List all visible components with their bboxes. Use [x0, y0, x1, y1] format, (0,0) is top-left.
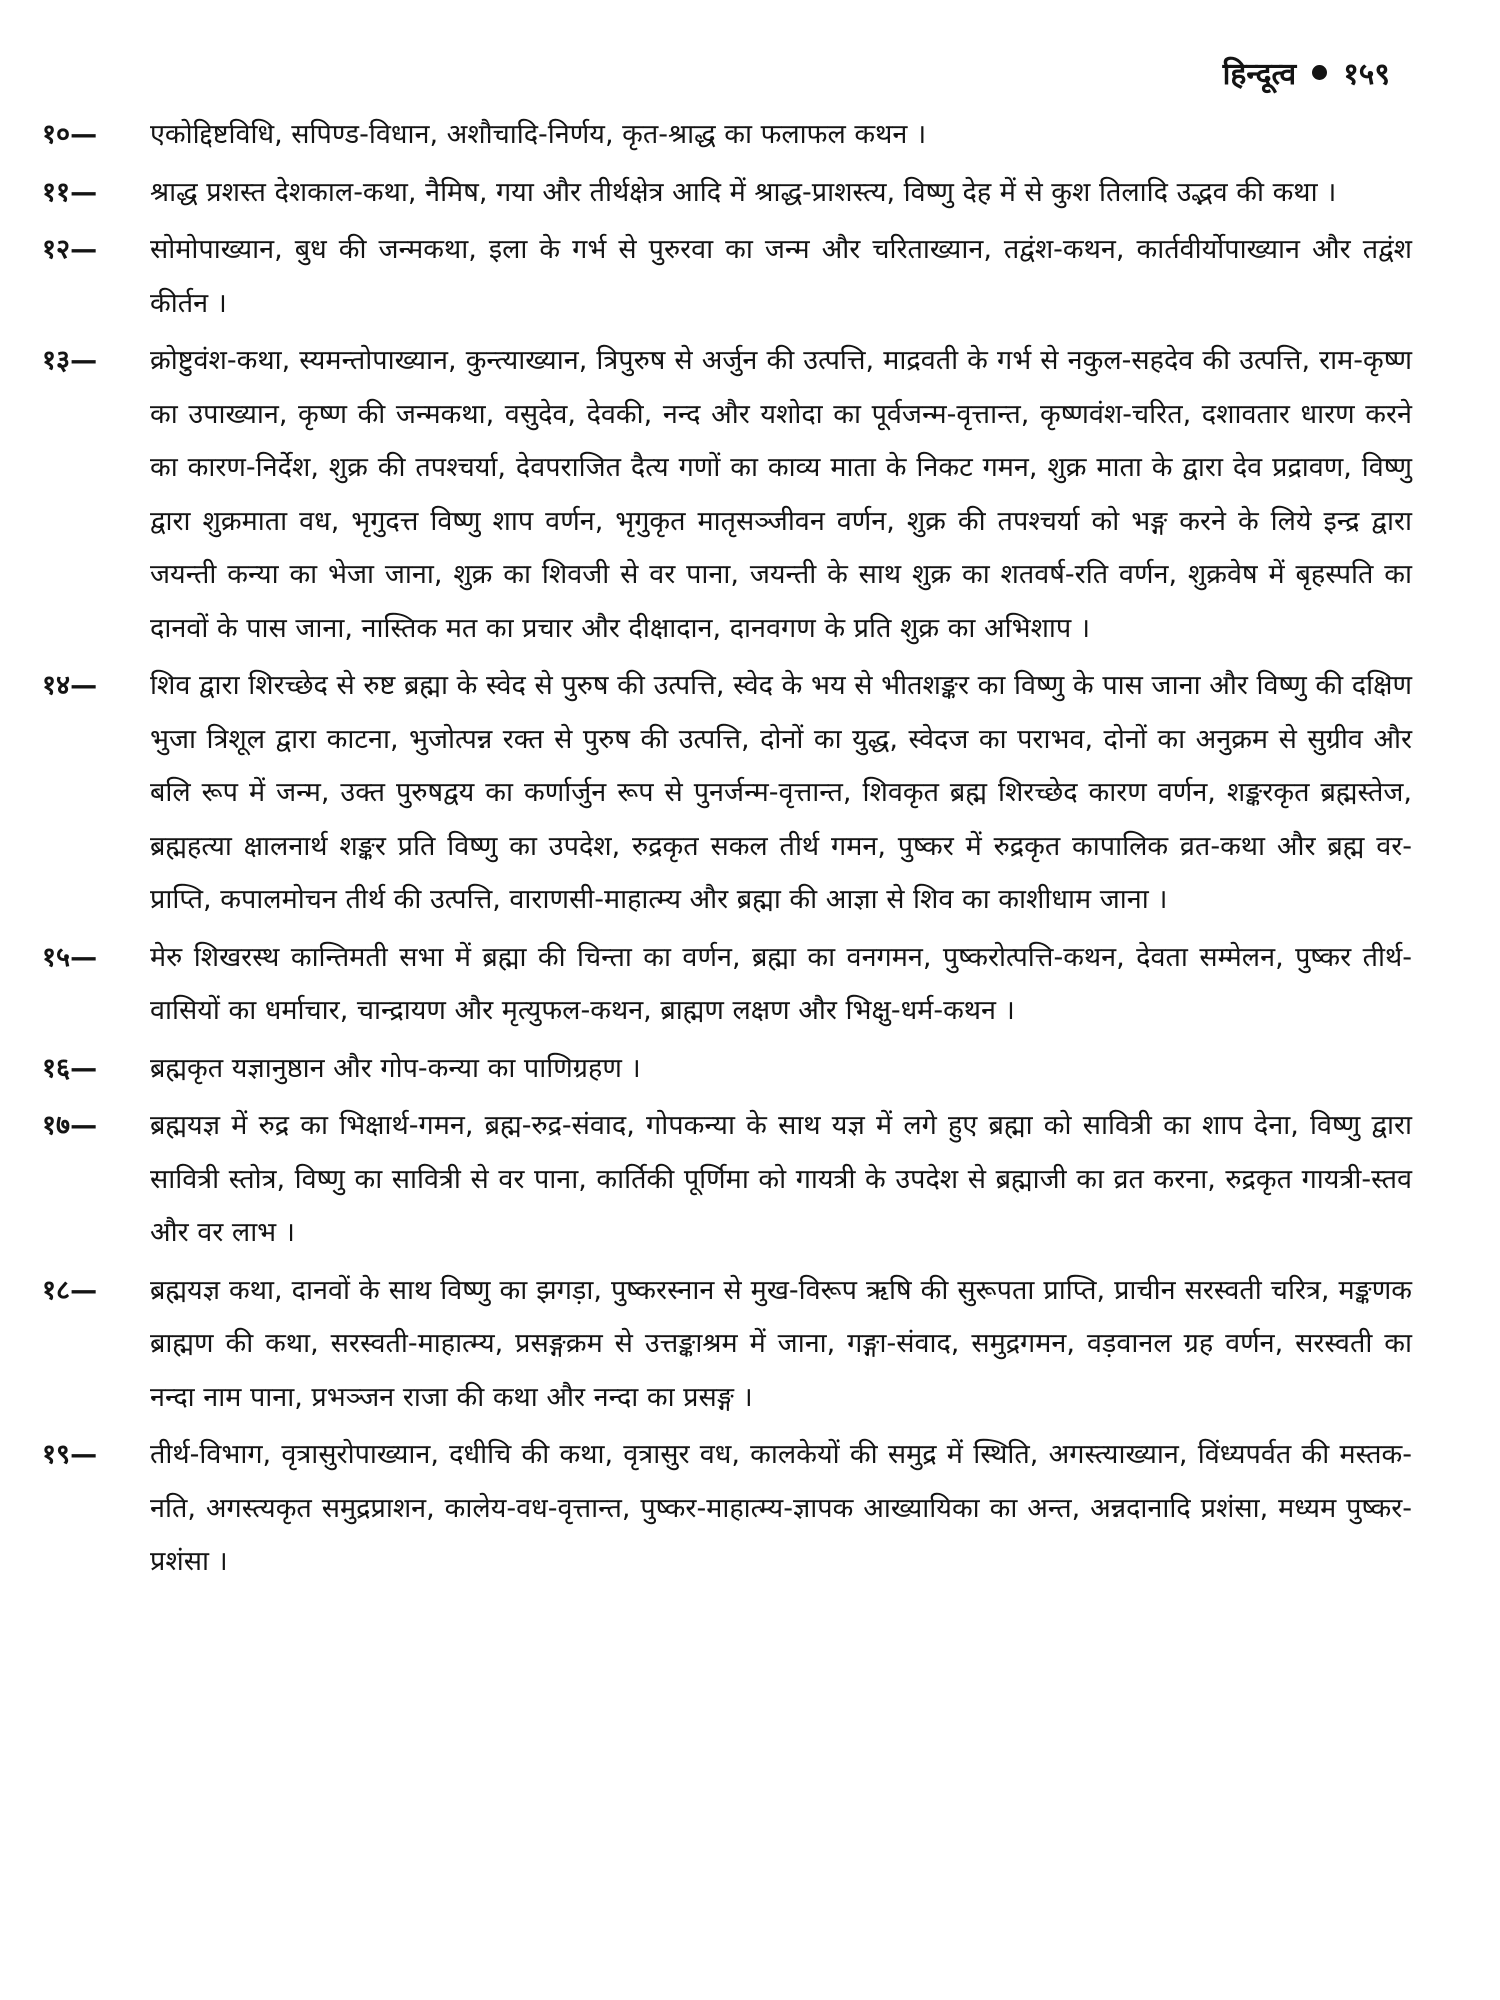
list-item [42, 108, 1412, 162]
entry-number: १४— [42, 670, 98, 701]
entry-text: तीर्थ-विभाग, वृत्रासुरोपाख्यान, दधीचि की कथा, वृत्रासुर वध, कालकेयों की समुद्र में स्थिति, अगस्त्याख्यान, विंध्यपर्वत की मस्तक-नति, अगस्त्यकृत समुद्रप्राशन, कालेय-वध-वृत्तान्त, पुष्कर-माहात्म्य-ज्ञापक आख्यायिका का अन्त, अन्नदानादि प्रशंसा, मध्यम पुष्कर-प्रशंसा । [150, 1439, 1412, 1577]
entry-number: १३— [42, 345, 98, 376]
list-item [42, 1264, 1412, 1425]
entry-number: १७— [42, 1110, 98, 1141]
list-item [42, 1042, 1412, 1096]
entry-text: श्राद्ध प्रशस्त देशकाल-कथा, नैमिष, गया और तीर्थक्षेत्र आदि में श्राद्ध-प्राशस्त्य, विष्णु देह में से कुश तिलादि उद्भव की कथा । [150, 176, 1337, 208]
list-item [42, 931, 1412, 1038]
page-number: १५९ [1343, 57, 1390, 92]
list-item [42, 659, 1412, 927]
entry-text: मेरु शिखरस्थ कान्तिमती सभा में ब्रह्मा की चिन्ता का वर्णन, ब्रह्मा का वनगमन, पुष्करोत्पत्ति-कथन, देवता सम्मेलन, पुष्कर तीर्थ-वासियों का धर्माचार, चान्द्रायण और मृत्युफल-कथन, ब्राह्मण लक्षण और भिक्षु-धर्म-कथन । [150, 941, 1412, 1026]
entry-text: ब्रह्मयज्ञ में रुद्र का भिक्षार्थ-गमन, ब्रह्म-रुद्र-संवाद, गोपकन्या के साथ यज्ञ में लगे हुए ब्रह्मा को सावित्री का शाप देना, विष्णु द्वारा सावित्री स्तोत्र, विष्णु का सावित्री से वर पाना, कार्तिकी पूर्णिमा को गायत्री के उपदेश से ब्रह्माजी का व्रत करना, रुद्रकृत गायत्री-स्तव और वर लाभ । [150, 1110, 1412, 1248]
entry-number: १५— [42, 941, 98, 973]
page-header [1223, 52, 1390, 93]
running-title: हिन्दूत्व [1222, 57, 1297, 92]
entry-number: १२— [42, 234, 98, 265]
entry-text: एकोद्दिष्टविधि, सपिण्ड-विधान, अशौचादि-निर्णय, कृत-श्राद्ध का फलाफल कथन । [150, 119, 927, 150]
entry-number: १०— [42, 119, 98, 150]
list-item [42, 166, 1412, 220]
entry-number: ११— [42, 176, 98, 208]
list-item [42, 1099, 1412, 1260]
entry-text: ब्रह्मकृत यज्ञानुष्ठान और गोप-कन्या का पाणिग्रहण । [150, 1052, 641, 1084]
entry-number: १८— [42, 1274, 98, 1306]
entry-number: १६— [42, 1052, 98, 1084]
entry-text: शिव द्वारा शिरच्छेद से रुष्ट ब्रह्मा के स्वेद से पुरुष की उत्पत्ति, स्वेद के भय से भीतशङ्कर का विष्णु के पास जाना और विष्णु की दक्षिण भुजा त्रिशूल द्वारा काटना, भुजोत्पन्न रक्त से पुरुष की उत्पत्ति, दोनों का युद्ध, स्वेदज का पराभव, दोनों का अनुक्रम से सुग्रीव और बलि रूप में जन्म, उक्त पुरुषद्वय का कर्णार्जुन रूप से पुनर्जन्म-वृत्तान्त, शिवकृत ब्रह्म शिरच्छेद कारण वर्णन, शङ्करकृत ब्रह्मस्तेज, ब्रह्महत्या क्षालनार्थ शङ्कर प्रति विष्णु का उपदेश, रुद्रकृत सकल तीर्थ गमन, पुष्कर में रुद्रकृत कापालिक व्रत-कथा और ब्रह्म वर-प्राप्ति, कपालमोचन तीर्थ की उत्पत्ति, वाराणसी-माहात्म्य और ब्रह्मा की आज्ञा से शिव का काशीधाम जाना । [150, 670, 1412, 915]
bullet-separator [1312, 65, 1327, 80]
list-item [42, 1428, 1412, 1589]
entry-text: ब्रह्मयज्ञ कथा, दानवों के साथ विष्णु का झगड़ा, पुष्करस्नान से मुख-विरूप ऋषि की सुरूपता प्राप्ति, प्राचीन सरस्वती चरित्र, मङ्कणक ब्राह्मण की कथा, सरस्वती-माहात्म्य, प्रसङ्गक्रम से उत्तङ्काश्रम में जाना, गङ्गा-संवाद, समुद्रगमन, वड़वानल ग्रह वर्णन, सरस्वती का नन्दा नाम पाना, प्रभञ्जन राजा की कथा और नन्दा का प्रसङ्ग । [150, 1274, 1412, 1413]
entry-text: क्रोष्टुवंश-कथा, स्यमन्तोपाख्यान, कुन्त्याख्यान, त्रिपुरुष से अर्जुन की उत्पत्ति, माद्रवती के गर्भ से नकुल-सहदेव की उत्पत्ति, राम-कृष्ण का उपाख्यान, कृष्ण की जन्मकथा, वसुदेव, देवकी, नन्द और यशोदा का पूर्वजन्म-वृत्तान्त, कृष्णवंश-चरित, दशावतार धारण करने का कारण-निर्देश, शुक्र की तपश्चर्या, देवपराजित दैत्य गणों का काव्य माता के निकट गमन, शुक्र माता के द्वारा देव प्रद्रावण, विष्णु द्वारा शुक्रमाता वध, भृगुदत्त विष्णु शाप वर्णन, भृगुकृत मातृसञ्जीवन वर्णन, शुक्र की तपश्चर्या को भङ्ग करने के लिये इन्द्र द्वारा जयन्ती कन्या का भेजा जाना, शुक्र का शिवजी से वर पाना, जयन्ती के साथ शुक्र का शतवर्ष-रति वर्णन, शुक्रवेष में बृहस्पति का दानवों के पास जाना, नास्तिक मत का प्रचार और दीक्षादान, दानवगण के प्रति शुक्र का अभिशाप । [150, 345, 1412, 644]
entry-text: सोमोपाख्यान, बुध की जन्मकथा, इला के गर्भ से पुरुरवा का जन्म और चरिताख्यान, तद्वंश-कथन, कार्तवीर्योपाख्यान और तद्वंश कीर्तन । [150, 234, 1412, 319]
entry-number: १९— [42, 1439, 98, 1470]
list-item [42, 334, 1412, 655]
list-item [42, 223, 1412, 330]
chapter-summary-list [42, 108, 1412, 1593]
